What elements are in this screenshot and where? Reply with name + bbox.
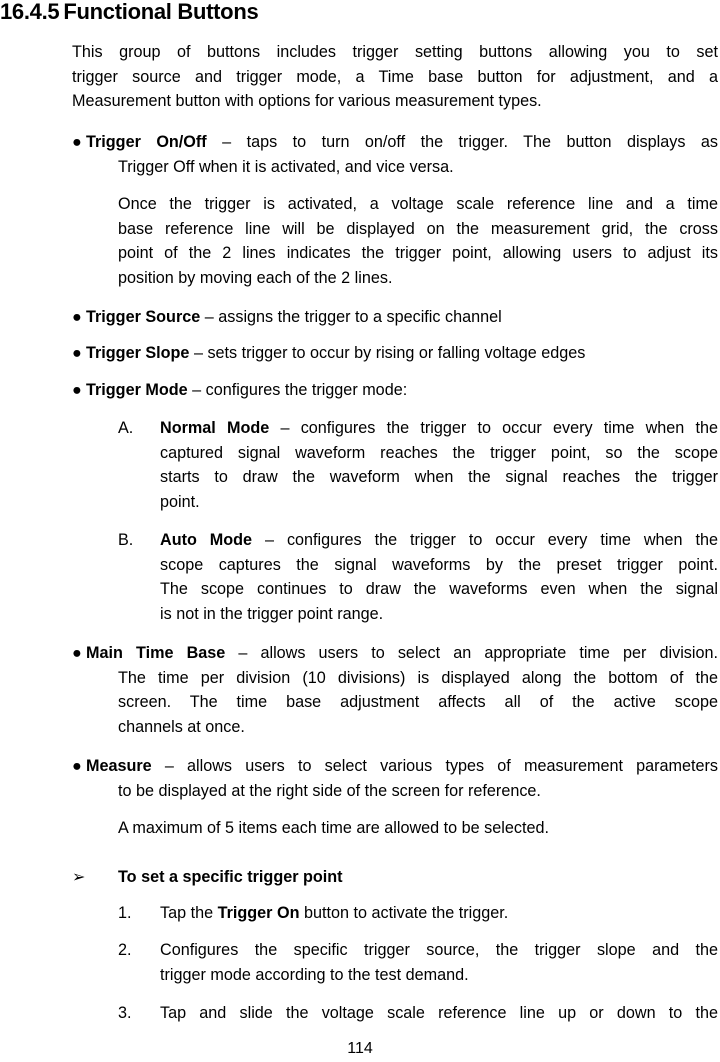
paragraph-line: to be displayed at the right side of the screen for reference. [118, 781, 541, 800]
paragraph-line: Trigger Off when it is activated, and vice versa. [118, 157, 454, 176]
paragraph-line: position by moving each of the 2 lines. [118, 268, 393, 287]
trigger-slope [86, 341, 718, 366]
paragraph-line: screen. The time base adjustment affects all of the active scope [118, 693, 718, 712]
paragraph-line: Tap the Trigger On button to activate the trigger. [160, 904, 509, 922]
auto-mode [160, 528, 718, 626]
paragraph-line: This group of buttons includes trigger setting buttons allowing you to set [72, 43, 718, 61]
paragraph-line: The time per division (10 divisions) is displayed along the bottom of the [118, 668, 718, 687]
trigger-slope-marker: ● [72, 344, 82, 362]
normal-mode-marker: A. [118, 419, 134, 437]
paragraph-line: base reference line will be displayed on the measurement grid, the cross [118, 219, 718, 238]
measure-max [118, 816, 718, 841]
paragraph-line: point of the 2 lines indicates the trigger point, allowing users to adjust its [118, 244, 718, 263]
paragraph-line: The scope continues to draw the waveforms even when the signal [160, 580, 718, 599]
step-3-marker: 3. [118, 1004, 132, 1022]
auto-mode-marker: B. [118, 531, 134, 549]
paragraph-line: point. [160, 492, 200, 511]
paragraph-line: Once the trigger is activated, a voltage scale reference line and a time [118, 195, 718, 213]
paragraph-line: A maximum of 5 items each time are allowed to be selected. [118, 819, 549, 837]
paragraph-line: Measure – allows users to select various types of measurement parameters [86, 757, 718, 775]
trigger-source [86, 305, 718, 330]
paragraph-line: Measurement button with options for various measurement types. [72, 92, 542, 111]
trigger-on-off-detail [118, 192, 718, 290]
paragraph-line: captured signal waveform reaches the trigger point, so the scope [160, 443, 718, 462]
normal-mode [160, 416, 718, 514]
paragraph-line: trigger source and trigger mode, a Time base button for adjustment, and a [72, 67, 718, 86]
paragraph-line: Trigger On/Off – taps to turn on/off the trigger. The button displays as [86, 133, 718, 151]
paragraph-line: Trigger Slope – sets trigger to occur by rising or falling voltage edges [86, 344, 586, 362]
main-time-base-marker: ● [72, 644, 82, 662]
step-1 [160, 901, 718, 926]
procedure-heading-marker: ➢ [72, 868, 86, 886]
section-title: Functional Buttons [63, 0, 259, 24]
trigger-mode-marker: ● [72, 381, 82, 399]
measure-marker: ● [72, 757, 82, 775]
step-2 [160, 938, 718, 987]
paragraph-line: trigger mode according to the test demand. [160, 965, 469, 984]
step-3 [160, 1001, 718, 1026]
intro [72, 40, 718, 114]
paragraph-line: Trigger Source – assigns the trigger to a specific channel [86, 308, 502, 326]
step-2-marker: 2. [118, 941, 132, 959]
paragraph-line: Main Time Base – allows users to select an appropriate time per division. [86, 644, 718, 662]
trigger-mode [86, 378, 718, 403]
paragraph-line: scope captures the signal waveforms by the preset trigger point. [160, 555, 718, 574]
paragraph-line: starts to draw the waveform when the signal reaches the trigger [160, 468, 718, 487]
paragraph-line: Trigger Mode – configures the trigger mode: [86, 381, 408, 399]
section-heading [0, 0, 258, 25]
step-1-marker: 1. [118, 904, 132, 922]
paragraph-line: Configures the specific trigger source, the trigger slope and the [160, 941, 718, 959]
paragraph-line: To set a specific trigger point [118, 868, 343, 886]
paragraph-line: channels at once. [118, 717, 245, 736]
trigger-on-off [86, 130, 718, 179]
paragraph-line: Auto Mode – configures the trigger to occur every time when the [160, 531, 718, 549]
trigger-source-marker: ● [72, 308, 82, 326]
page-number: 114 [347, 1040, 373, 1057]
section-number: 16.4.5 [0, 0, 60, 24]
trigger-on-off-marker: ● [72, 133, 82, 151]
paragraph-line: Tap and slide the voltage scale reference line up or down to the [160, 1004, 718, 1022]
procedure-heading [118, 865, 718, 890]
measure [86, 754, 718, 803]
paragraph-line: Normal Mode – configures the trigger to occur every time when the [160, 419, 718, 437]
main-time-base [86, 641, 718, 739]
paragraph-line: is not in the trigger point range. [160, 604, 384, 623]
